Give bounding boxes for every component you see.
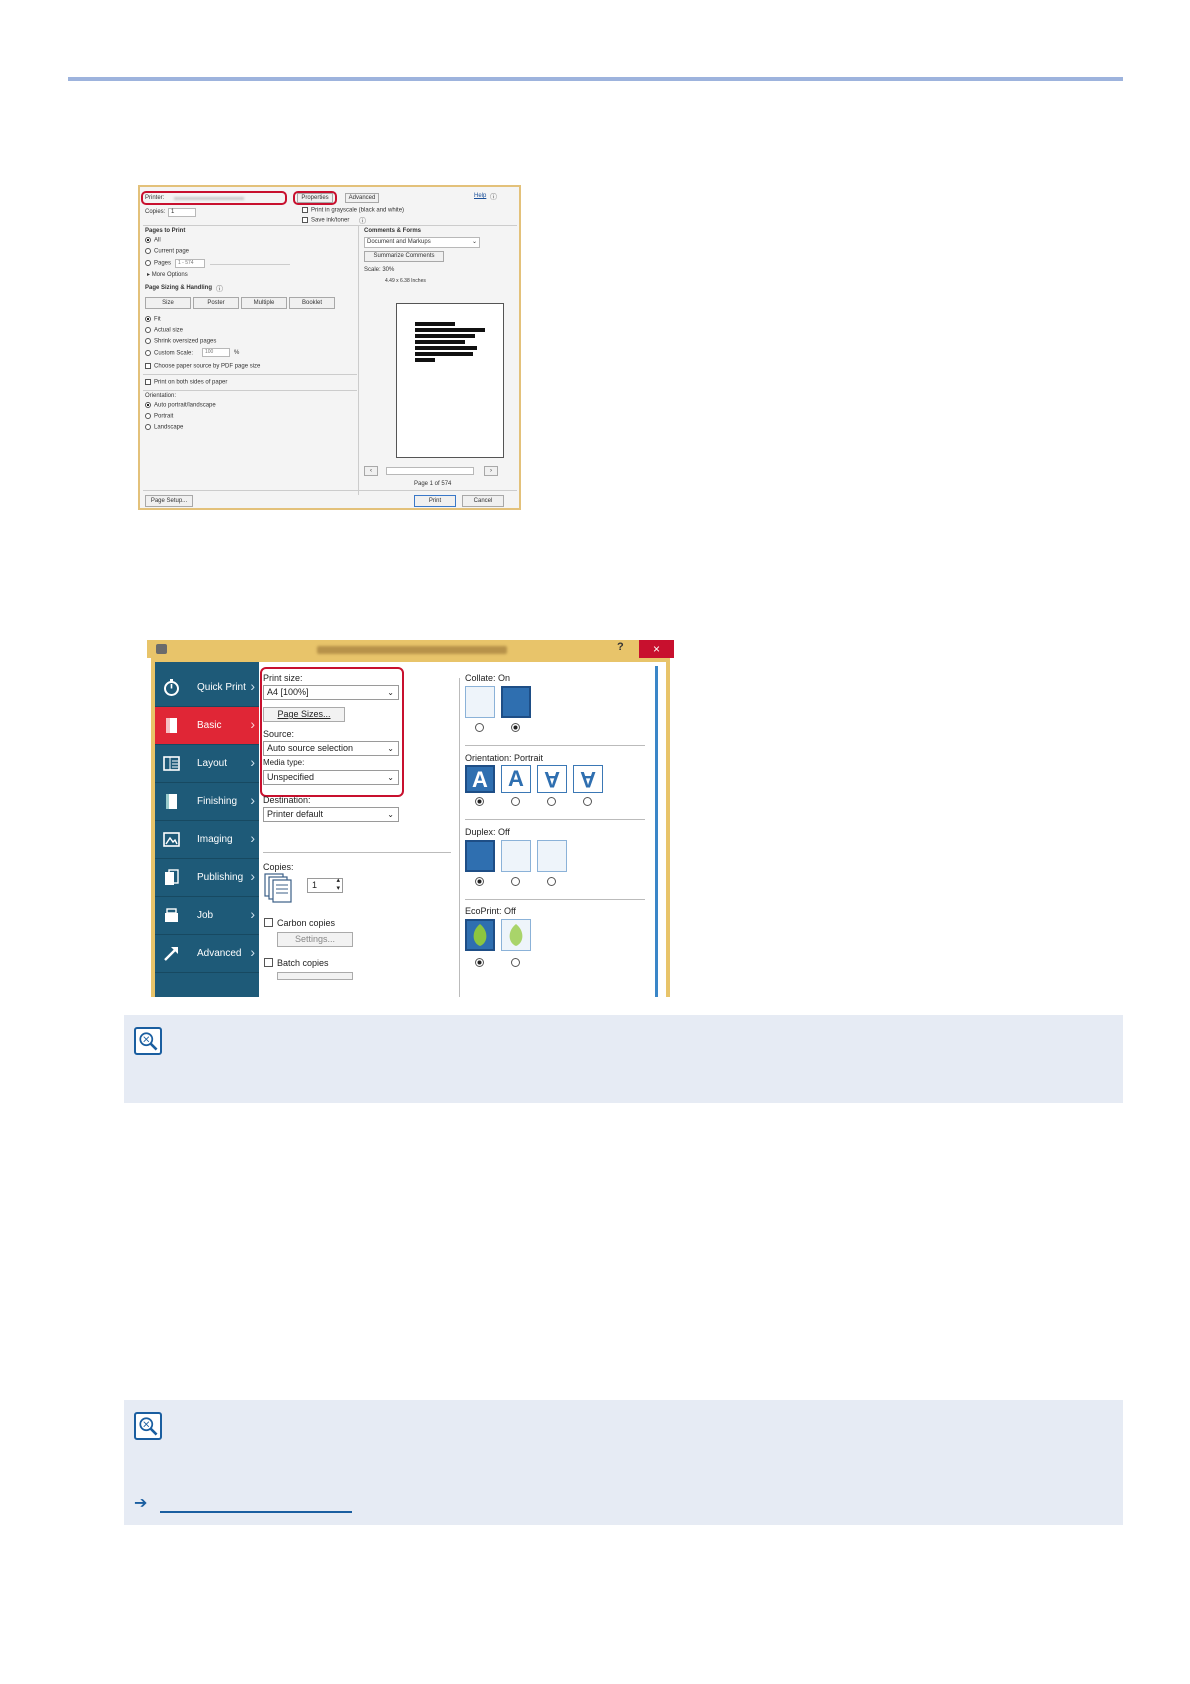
note-box <box>124 1400 1123 1525</box>
duplex-short-edge-radio[interactable] <box>547 877 556 886</box>
scale-label: Scale: 30% <box>364 267 395 273</box>
collate-on-option[interactable] <box>501 686 531 718</box>
radio-portrait[interactable]: Portrait <box>145 413 173 420</box>
radio-all[interactable]: All <box>145 237 161 244</box>
divider <box>465 819 645 820</box>
copies-input[interactable]: 1 <box>168 208 196 217</box>
pages-range-input[interactable]: 1 - 574 <box>175 259 205 268</box>
tab-imaging[interactable] <box>155 821 259 859</box>
page-sizes-button[interactable]: Page Sizes... <box>263 707 345 722</box>
chevron-right-icon: › <box>250 906 255 922</box>
landscape-radio[interactable] <box>511 797 520 806</box>
stopwatch-icon <box>163 679 180 696</box>
duplex-long-edge-option[interactable] <box>501 840 531 872</box>
chevron-right-icon: › <box>250 792 255 808</box>
more-options-toggle[interactable]: ▸ More Options <box>147 272 188 278</box>
dimensions-label: 4.49 x 6.38 Inches <box>385 278 426 284</box>
ecoprint-off-radio[interactable] <box>475 958 484 967</box>
custom-scale-input[interactable]: 100 <box>202 348 230 357</box>
note-icon <box>134 1412 162 1440</box>
page-indicator: Page 1 of 574 <box>414 481 452 487</box>
collate-off-radio[interactable] <box>475 723 484 732</box>
copies-icon <box>264 873 294 903</box>
booklet-tab[interactable]: Booklet <box>289 297 335 309</box>
close-button[interactable]: × <box>639 640 674 658</box>
carbon-settings-button[interactable]: Settings... <box>277 932 353 947</box>
rotated-portrait-option[interactable]: A <box>537 765 567 793</box>
leaf-icon <box>467 921 493 949</box>
printer-name-blurred <box>174 197 244 200</box>
divider <box>210 264 290 265</box>
publishing-icon <box>163 869 180 886</box>
copies-label: Copies: <box>145 209 166 215</box>
reference-link-underline <box>160 1511 352 1513</box>
rotated-landscape-option[interactable]: A <box>573 765 603 793</box>
job-icon <box>163 907 180 924</box>
portrait-radio[interactable] <box>475 797 484 806</box>
preview-text-line <box>415 358 435 362</box>
next-page-button[interactable]: › <box>484 466 498 476</box>
comments-forms-select[interactable]: Document and Markups ⌄ <box>364 237 480 248</box>
cancel-button[interactable]: Cancel <box>462 495 504 507</box>
chevron-right-icon: › <box>250 678 255 694</box>
divider <box>143 374 357 375</box>
preview-text-line <box>415 328 485 332</box>
media-type-select[interactable]: Unspecified ⌄ <box>263 770 399 785</box>
destination-label: Destination: <box>263 795 311 805</box>
page-scrollbar[interactable] <box>386 467 474 475</box>
batch-copies-checkbox[interactable] <box>264 958 273 967</box>
layout-icon <box>163 755 180 772</box>
radio-current-page[interactable]: Current page <box>145 248 189 255</box>
tab-layout[interactable] <box>155 745 259 783</box>
duplex-label: Duplex: Off <box>465 827 510 837</box>
divider <box>143 390 357 391</box>
info-icon: ⓘ <box>216 286 223 293</box>
properties-dialog-screenshot <box>147 640 674 997</box>
advanced-button[interactable]: Advanced <box>345 193 379 203</box>
source-label: Source: <box>263 729 295 739</box>
size-tab[interactable]: Size <box>145 297 191 309</box>
radio-shrink[interactable]: Shrink oversized pages <box>145 338 216 345</box>
ecoprint-off-option[interactable] <box>465 919 495 951</box>
arrow-right-icon: ➔ <box>134 1495 148 1512</box>
print-button[interactable]: Print <box>414 495 456 507</box>
multiple-tab[interactable]: Multiple <box>241 297 287 309</box>
radio-landscape[interactable]: Landscape <box>145 424 183 431</box>
panel-divider <box>459 678 460 997</box>
duplex-short-edge-option[interactable] <box>537 840 567 872</box>
divider <box>465 899 645 900</box>
radio-pages[interactable]: Pages <box>145 260 171 267</box>
collate-on-radio[interactable] <box>511 723 520 732</box>
chevron-right-icon: › <box>250 830 255 846</box>
both-sides-checkbox[interactable]: Print on both sides of paper <box>145 379 227 386</box>
orientation-label: Orientation: Portrait <box>465 753 544 763</box>
finishing-icon <box>163 793 180 810</box>
poster-tab[interactable]: Poster <box>193 297 239 309</box>
page-icon <box>163 717 180 734</box>
save-ink-checkbox[interactable]: Save ink/toner <box>302 217 349 224</box>
help-button[interactable]: ? <box>617 641 624 653</box>
choose-source-checkbox[interactable]: Choose paper source by PDF page size <box>145 363 260 370</box>
tab-quick-print[interactable] <box>155 669 259 707</box>
tab-label: Publishing <box>197 872 244 883</box>
dialog-title-blurred <box>317 646 507 654</box>
preview-text-line <box>415 340 465 344</box>
ecoprint-on-radio[interactable] <box>511 958 520 967</box>
copies-stepper[interactable]: 1 ▴ ▾ <box>307 878 343 893</box>
tab-label: Basic <box>197 720 222 731</box>
header-rule <box>68 77 1123 81</box>
carbon-copies-label: Carbon copies <box>277 918 336 928</box>
duplex-long-edge-radio[interactable] <box>511 877 520 886</box>
copies-label: Copies: <box>263 862 294 872</box>
tab-advanced[interactable] <box>155 935 259 973</box>
tab-label: Imaging <box>197 834 233 845</box>
duplex-off-radio[interactable] <box>475 877 484 886</box>
preview-text-line <box>415 334 475 338</box>
tab-label: Job <box>197 910 214 921</box>
leaf-icon <box>502 920 530 950</box>
window-edge <box>655 666 658 997</box>
page-preview <box>396 303 504 458</box>
tab-label: Advanced <box>197 948 242 959</box>
destination-select[interactable]: Printer default ⌄ <box>263 807 399 822</box>
page-setup-button[interactable]: Page Setup... <box>145 495 193 507</box>
preview-text-line <box>415 322 455 326</box>
collate-off-option[interactable] <box>465 686 495 718</box>
tab-label: Quick Print <box>197 682 246 693</box>
source-select[interactable]: Auto source selection ⌄ <box>263 741 399 756</box>
carbon-copies-checkbox[interactable] <box>264 918 273 927</box>
tab-job[interactable] <box>155 897 259 935</box>
chevron-right-icon: › <box>250 716 255 732</box>
comments-forms-heading: Comments & Forms <box>364 228 422 234</box>
prev-page-button[interactable]: ‹ <box>364 466 378 476</box>
radio-auto-orientation[interactable]: Auto portrait/landscape <box>145 402 216 409</box>
preview-text-line <box>415 346 477 350</box>
divider <box>263 852 451 853</box>
batch-copies-label: Batch copies <box>277 958 329 968</box>
advanced-arrow-icon <box>163 945 180 962</box>
note-box <box>124 1015 1123 1103</box>
divider <box>143 490 517 491</box>
orientation-heading: Orientation: <box>145 393 177 399</box>
preview-text-line <box>415 352 473 356</box>
divider <box>465 745 645 746</box>
column-divider <box>358 225 359 495</box>
chevron-right-icon: › <box>250 944 255 960</box>
tab-label: Layout <box>197 758 228 769</box>
batch-settings-button[interactable] <box>277 972 353 980</box>
info-icon: ⓘ <box>359 218 366 225</box>
collate-label: Collate: On <box>465 673 511 683</box>
help-icon: ⓘ <box>490 194 497 201</box>
tab-publishing[interactable] <box>155 859 259 897</box>
page-sizing-heading: Page Sizing & Handling <box>145 285 213 291</box>
chevron-right-icon: › <box>250 754 255 770</box>
duplex-off-option[interactable] <box>465 840 495 872</box>
tab-label: Finishing <box>197 796 238 807</box>
chevron-right-icon: › <box>250 868 255 884</box>
percent-label: % <box>234 350 240 356</box>
portrait-option[interactable]: A <box>465 765 495 793</box>
imaging-icon <box>163 831 180 848</box>
print-size-select[interactable]: A4 [100%] ⌄ <box>263 685 399 700</box>
print-dialog-screenshot <box>138 185 521 510</box>
divider <box>143 225 517 226</box>
grayscale-checkbox[interactable]: Print in grayscale (black and white) <box>302 207 404 214</box>
rotated-landscape-radio[interactable] <box>583 797 592 806</box>
radio-fit[interactable]: Fit <box>145 316 161 323</box>
note-icon <box>134 1027 162 1055</box>
radio-custom-scale[interactable]: Custom Scale: <box>145 350 193 357</box>
tab-finishing[interactable] <box>155 783 259 821</box>
pages-to-print-heading: Pages to Print <box>145 228 186 234</box>
print-size-label: Print size: <box>263 673 303 683</box>
summarize-comments-button[interactable]: Summarize Comments <box>364 251 444 262</box>
rotated-portrait-radio[interactable] <box>547 797 556 806</box>
landscape-option[interactable]: A <box>501 765 531 793</box>
printer-label: Printer: <box>145 195 165 201</box>
ecoprint-label: EcoPrint: Off <box>465 906 516 916</box>
printer-app-icon <box>156 644 167 654</box>
media-type-label: Media type: <box>263 758 305 767</box>
radio-actual-size[interactable]: Actual size <box>145 327 183 334</box>
help-link[interactable]: Help <box>474 193 487 199</box>
properties-button[interactable]: Properties <box>297 193 333 203</box>
ecoprint-on-option[interactable] <box>501 919 531 951</box>
tab-basic[interactable] <box>155 707 259 745</box>
